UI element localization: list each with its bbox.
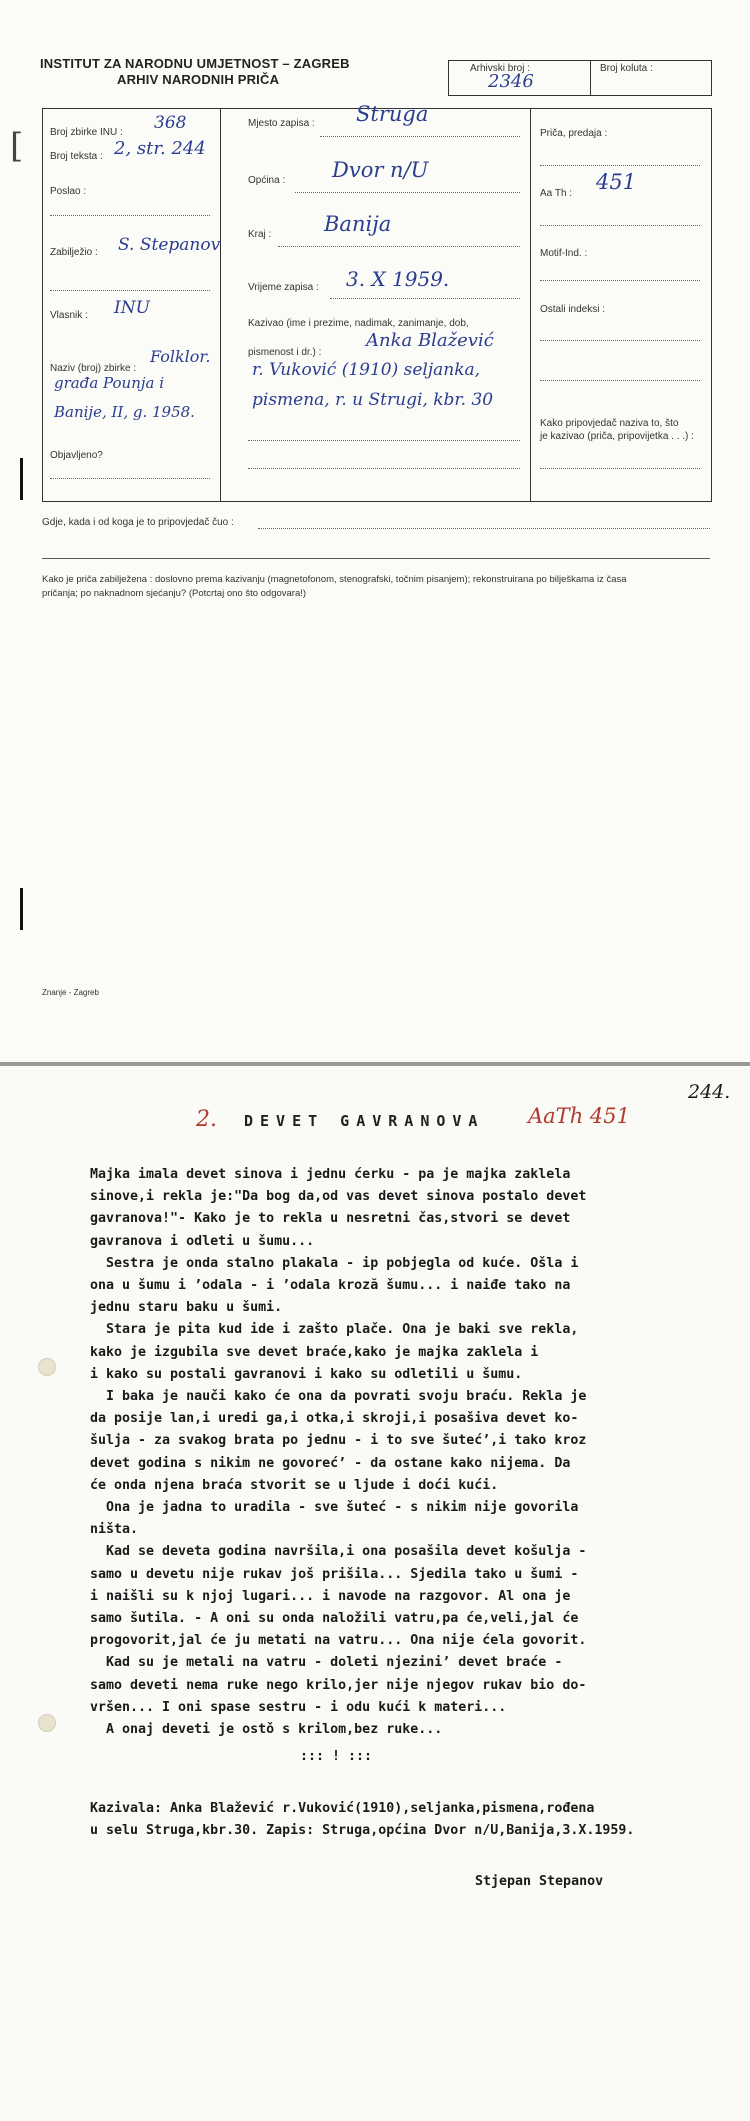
page-number: 244.: [688, 1081, 731, 1103]
vlasnik-label: Vlasnik :: [50, 310, 88, 321]
story-line: Ona je jadna to uradila - sve šuteć - s nikim nije govorila: [90, 1500, 579, 1515]
story-line: Kad se deveta godina navršila,i ona posašila devet košulja -: [90, 1544, 587, 1560]
story-line: vršen... I oni spase sestru - i odu kući k materi...: [90, 1699, 507, 1715]
story-line: Kad su je metali na vatru - doleti njezini’ devet braće -: [90, 1655, 563, 1671]
gdje-kada-label: Gdje, kada i od koga je to pripovjedač čuo :: [42, 517, 234, 528]
naziv-zbirke-value-2: građa Pounja i: [54, 374, 165, 392]
vrijeme-zapisa-label: Vrijeme zapisa :: [248, 282, 319, 293]
broj-teksta-label: Broj teksta :: [50, 151, 103, 162]
objavljeno-label: Objavljeno?: [50, 450, 103, 461]
arhivski-broj-value: 2346: [488, 71, 534, 92]
margin-mark-1: [20, 458, 23, 500]
institute-title: INSTITUT ZA NARODNU UMJETNOST – ZAGREB: [40, 56, 350, 71]
mjesto-zapisa-label: Mjesto zapisa :: [248, 118, 315, 129]
margin-bracket: [: [10, 126, 24, 166]
title-number: 2.: [196, 1107, 217, 1132]
kazivao-value-1: Anka Blažević: [366, 330, 494, 351]
kako-naziva-label-2: je kazivao (priča, pripovijetka . . .) :: [540, 431, 694, 442]
kako-naziva-label-1: Kako pripovjedač naziva to, što: [540, 418, 679, 429]
story-line: samo šutila. - A oni su onda naložili vatru,pa će,veli,jal će: [90, 1611, 579, 1626]
publisher-imprint: Znanje - Zagreb: [42, 988, 99, 997]
story-line: će onda njena braća stvorit se u ljude i doći kući.: [90, 1477, 499, 1493]
naziv-zbirke-label: Naziv (broj) zbirke :: [50, 363, 137, 374]
aath-value: 451: [596, 170, 637, 194]
title-annotation: AaTh 451: [528, 1104, 630, 1128]
story-line: progovorit,jal će ju metati na vatru... Ona nije ćela govorit.: [90, 1633, 587, 1649]
broj-koluta-label: Broj koluta :: [600, 63, 653, 74]
story-line: i naišli su k njoj lugari... i navode na razgovor. Al ona je: [90, 1588, 571, 1604]
story-line: i kako su postali gavranovi i kako su odletili u šumu.: [90, 1366, 523, 1382]
story-line: devet godina s nikim ne govoreć’ - da ostane kako nijema. Da: [90, 1455, 571, 1471]
story-line: gavranova!"- Kako je to rekla u nesretni čas,stvori se devet: [90, 1211, 571, 1227]
aath-label: Aa Th :: [540, 188, 573, 199]
informant-line-1: Kazivala: Anka Blažević r.Vuković(1910),seljanka,pismena,rođena: [90, 1801, 595, 1816]
punch-hole-1: [38, 1358, 56, 1376]
vrijeme-zapisa-value: 3. X 1959.: [346, 267, 450, 291]
story-line: gavranova i odleti u šumu...: [90, 1233, 315, 1249]
separator: ::: ! :::: [300, 1749, 373, 1764]
kako-zabiljezena-1: Kako je priča zabilježena : doslovno prema kazivanju (magnetofonom, stenografski, točnim pisanjem); rekonstruirana po bilješkama iz časa: [42, 574, 627, 585]
story-line: I baka je nauči kako će ona da povrati svoju braću. Rekla je: [90, 1389, 587, 1404]
zabiljezio-value: S. Stepanov: [118, 235, 221, 255]
informant-line-2: u selu Struga,kbr.30. Zapis: Struga,općina Dvor n/U,Banija,3.X.1959.: [90, 1823, 635, 1838]
broj-zbirke-value: 368: [154, 113, 187, 133]
kraj-label: Kraj :: [248, 229, 272, 240]
punch-hole-2: [38, 1714, 56, 1732]
story-line: šulja - za svakog brata po jednu - i to sve šuteć’,i tako kroz: [90, 1433, 587, 1449]
ostali-indeksi-label: Ostali indeksi :: [540, 304, 606, 315]
kazivao-value-2: r. Vuković (1910) seljanka,: [252, 360, 481, 380]
story-line: ona u šumu i ’odala - i ’odala kroză šumu... i naiđe tako na: [90, 1278, 571, 1293]
story-line: Majka imala devet sinova i jednu ćerku - pa je majka zaklela: [90, 1167, 571, 1182]
archive-title: ARHIV NARODNIH PRIČA: [117, 72, 280, 87]
story-title: DEVET GAVRANOVA: [244, 1112, 485, 1130]
kazivao-value-3: pismena, r. u Strugi, kbr. 30: [252, 390, 494, 410]
poslao-label: Poslao :: [50, 186, 87, 197]
margin-mark-2: [20, 888, 23, 930]
naziv-zbirke-value-3: Banije, II, g. 1958.: [54, 403, 195, 421]
story-line: kako je izgubila sve devet braće,kako je majka zaklela i: [90, 1344, 539, 1360]
prica-predaja-label: Priča, predaja :: [540, 128, 608, 139]
story-line: da posije lan,i uredi ga,i otka,i skroji,i posašiva devet ko-: [90, 1411, 579, 1427]
broj-teksta-value: 2, str. 244: [114, 138, 206, 159]
story-line: sinove,i rekla je:"Da bog da,od vas devet sinova postalo devet: [90, 1189, 587, 1205]
story-line: samo u devetu nije rukav još prišila... Sjedila tako u šumi -: [90, 1566, 579, 1582]
story-line: A onaj deveti je ostǒ s krilom,bez ruke...: [90, 1722, 443, 1737]
story-line: ništa.: [90, 1522, 139, 1538]
opcina-label: Općina :: [248, 175, 286, 186]
broj-zbirke-label: Broj zbirke INU :: [50, 127, 123, 138]
story-line: Stara je pita kud ide i zašto plače. Ona je baki sve rekla,: [90, 1322, 579, 1338]
kako-zabiljezena-2: pričanja; po naknadnom sjećanju? (Potcrtaj ono što odgovara!): [42, 588, 307, 599]
story-line: Sestra je onda stalno plakala - ip pobjegla od kuće. Ošla i: [90, 1255, 579, 1271]
typed-sheet-page: [0, 1066, 750, 2121]
story-line: samo deveti nema ruke nego krilo,jer nije njegov rukav bio do-: [90, 1677, 587, 1693]
opcina-value: Dvor n/U: [332, 158, 429, 182]
kraj-value: Banija: [324, 212, 392, 236]
kazivao-label-2: pismenost i dr.) :: [248, 347, 322, 358]
kazivao-label-1: Kazivao (ime i prezime, nadimak, zanimanje, dob,: [248, 318, 469, 329]
arhivski-broj-label: Arhivski broj :: [470, 63, 531, 74]
mjesto-zapisa-value: Struga: [356, 102, 429, 126]
naziv-zbirke-value-1: Folklor.: [150, 347, 211, 366]
vlasnik-value: INU: [114, 298, 150, 318]
motif-ind-label: Motif-Ind. :: [540, 248, 588, 259]
zabiljezio-label: Zabilježio :: [50, 247, 98, 258]
signature: Stjepan Stepanov: [475, 1874, 604, 1889]
story-line: jednu staru baku u šumi.: [90, 1300, 283, 1316]
